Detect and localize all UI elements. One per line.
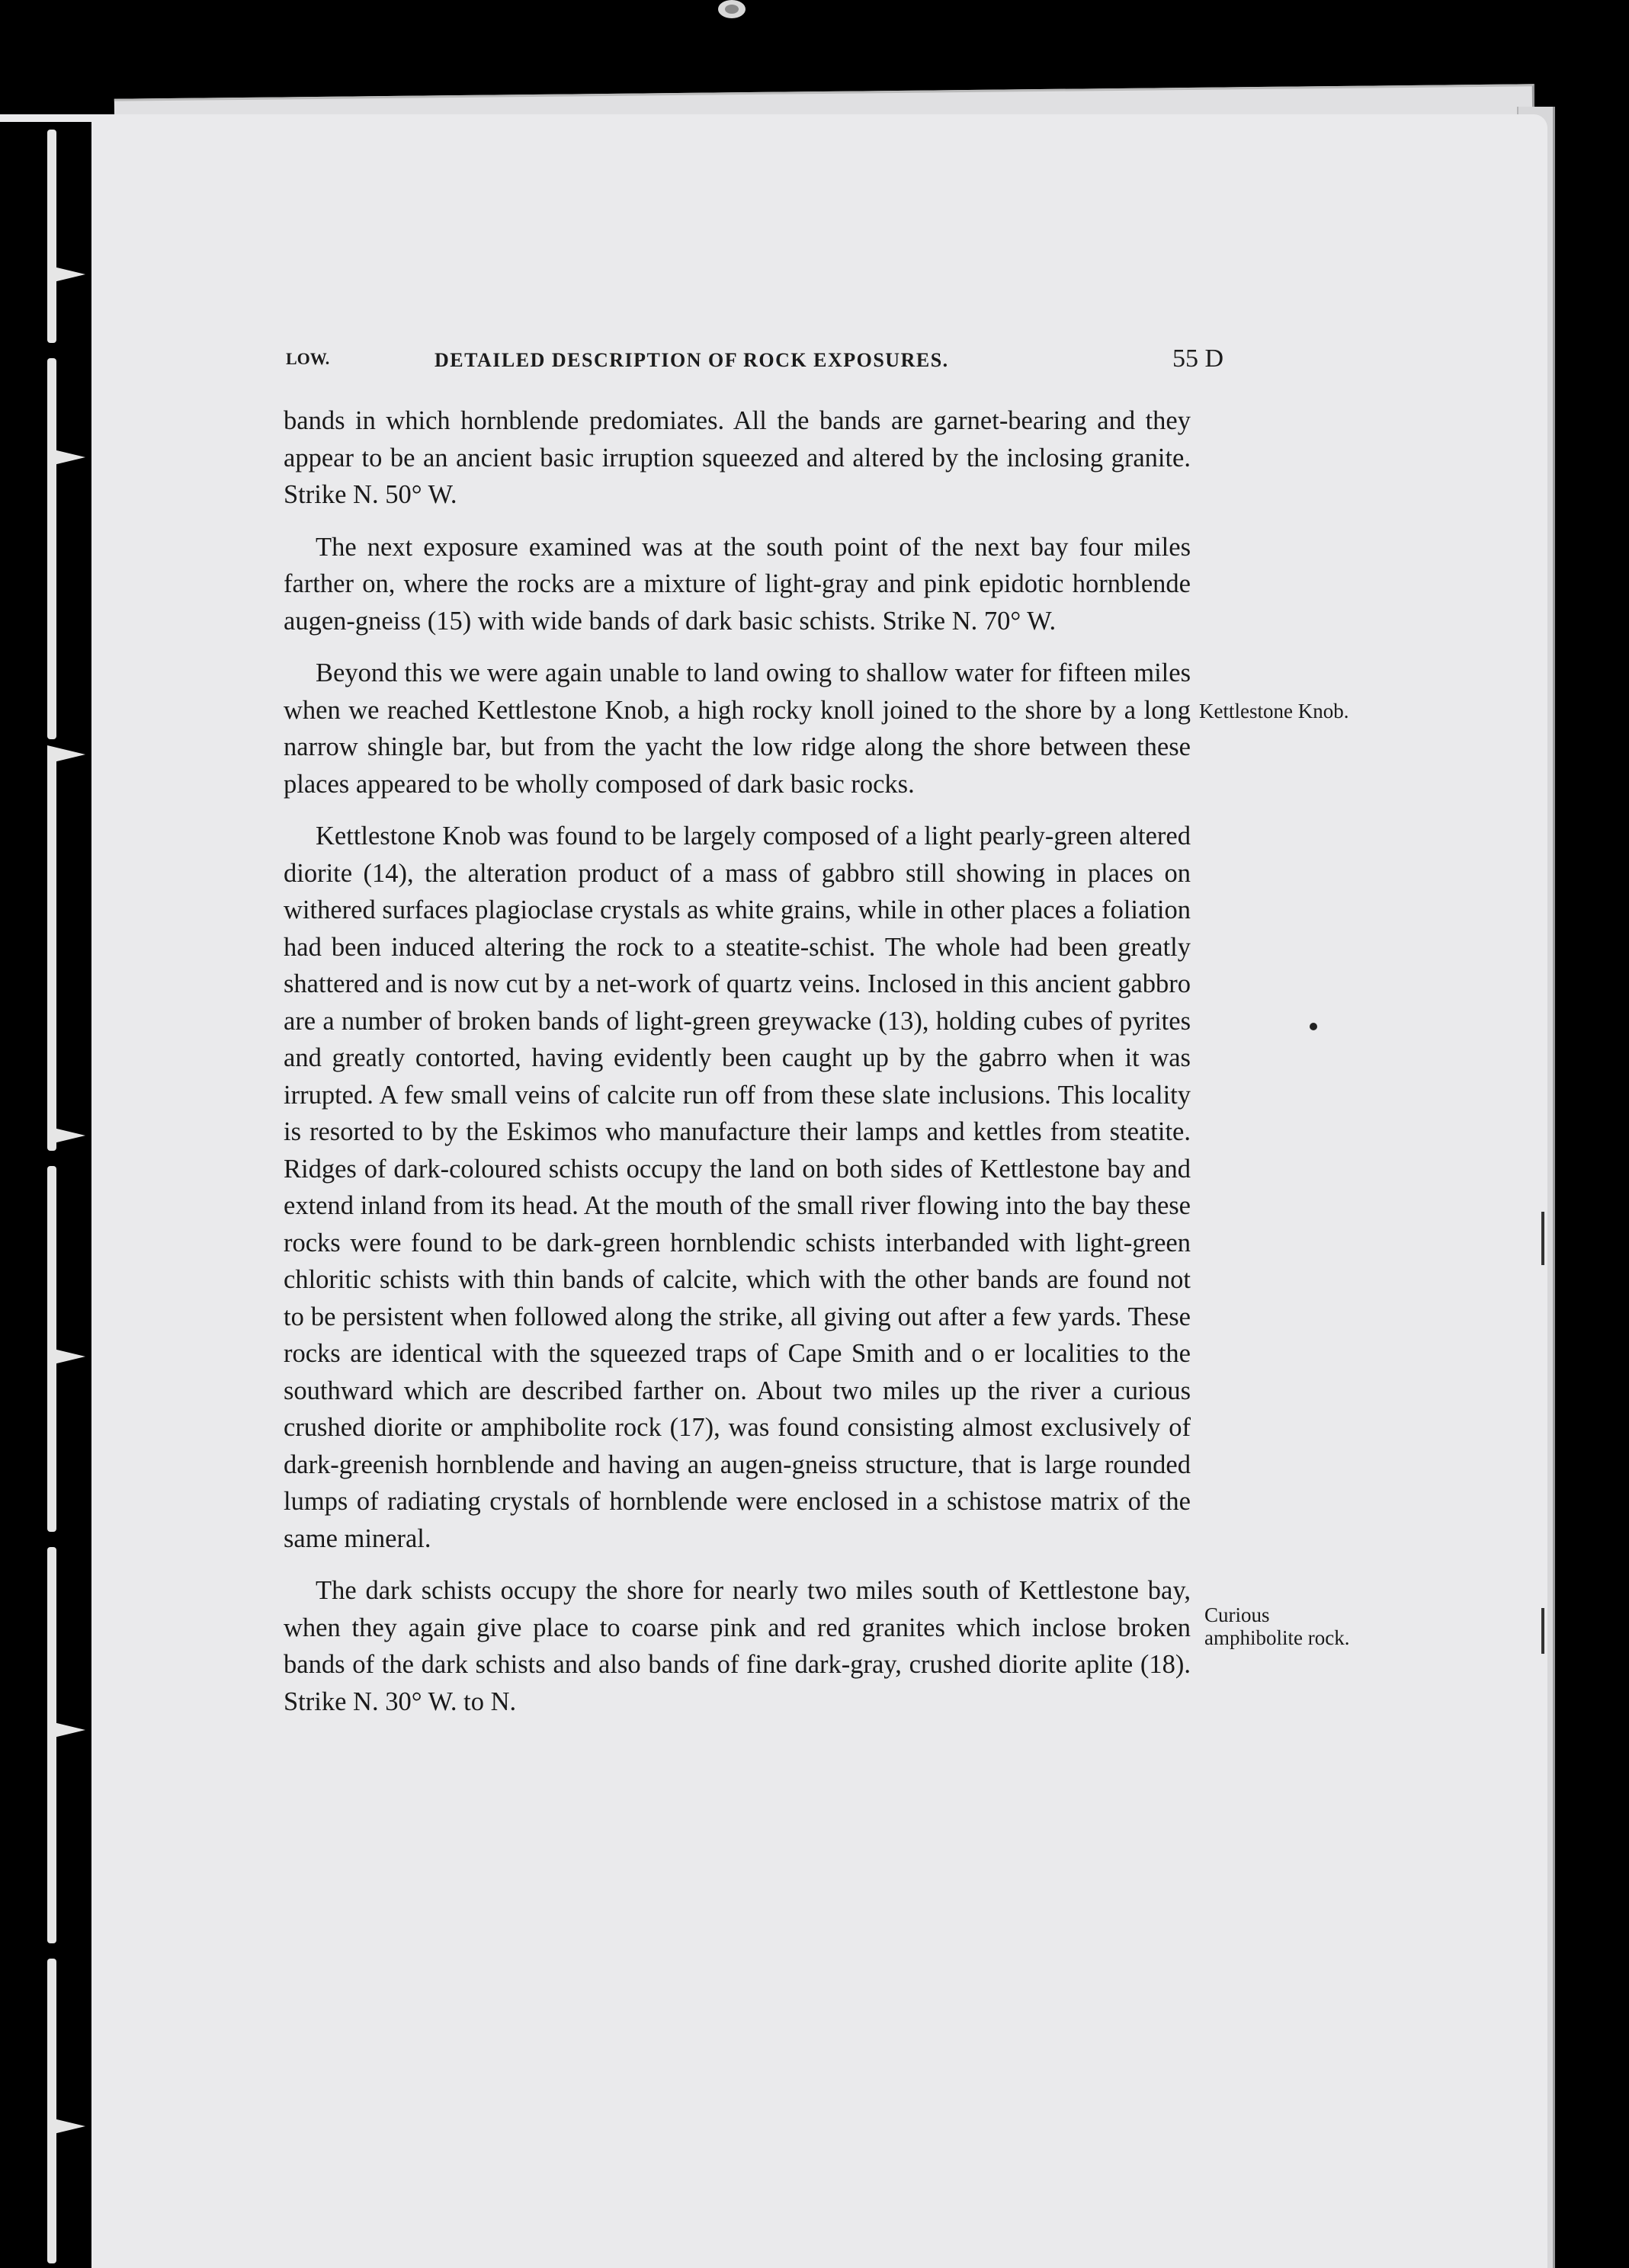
binding-spine	[0, 122, 91, 2268]
stitch-arrow-icon	[47, 745, 93, 764]
running-head-left: LOW.	[286, 349, 330, 368]
running-head-title: DETAILED DESCRIPTION OF ROCK EXPOSURES.	[435, 349, 949, 371]
binding-cord	[47, 358, 56, 739]
margin-note-kettlestone: Kettlestone Knob.	[1199, 700, 1349, 722]
paragraph: The dark schists occupy the shore for nearly two miles south of Kettlestone bay, when they again give place to coarse pink and red granites which inclose broken bands of the dark schists and also bands of fine dark-gray, crushed diorite aplite (18). Strike N. 30° W. to N.	[284, 1576, 1191, 1716]
stitch-arrow-icon	[47, 1347, 93, 1366]
margin-note-curious: Curious amphibolite rock.	[1204, 1603, 1350, 1649]
binding-cord	[47, 754, 56, 1151]
stitch-arrow-icon	[47, 1126, 93, 1145]
stitch-arrow-icon	[47, 448, 93, 466]
paragraph: Beyond this we were again unable to land owing to shallow water for fifteen miles when we reached Kettlestone Knob, a high rocky knoll joined to the shore by a long narrow shingle bar, but from the yacht the low ridge along the shore between these places appeared to be wholly composed of dark basic rocks.	[284, 658, 1191, 799]
body-text	[284, 402, 1191, 1735]
page-edge-mark	[1541, 1212, 1544, 1265]
page-number: 55 D	[1172, 344, 1223, 373]
binding-cord	[47, 1959, 56, 2263]
binding-cord	[47, 1547, 56, 1943]
page-edge-mark	[1541, 1608, 1544, 1654]
paragraph: The next exposure examined was at the south point of the next bay four miles farther on, where the rocks are a mixture of light-gray and pink epidotic hornblende augen-gneiss (15) with wide bands of dark basic schists. Strike N. 70° W.	[284, 532, 1191, 636]
ink-speck	[1310, 1023, 1317, 1030]
running-head	[286, 344, 1223, 383]
stitch-arrow-icon	[47, 2117, 93, 2135]
crop-mark-icon	[709, 0, 755, 23]
stitch-arrow-icon	[47, 1721, 93, 1739]
paragraph: Kettlestone Knob was found to be largely composed of a light pearly-green altered diorite (14), the alteration product of a mass of gabbro still showing in places on withered surfaces plagioclase crystals as white grains, while in other places a foliation had been induced altering the rock to a steatite-schist. The whole had been greatly shattered and is now cut by a net-work of quartz veins. Inclosed in this ancient gabbro are a number of broken bands of light-green greywacke (13), holding cubes of pyrites and greatly contorted, having evidently been caught up by the gabrro when it was irrupted. A few small veins of calcite run off from these slate inclusions. This locality is resorted to by the Eskimos who manufacture their lamps and kettles from steatite. Ridges of dark-coloured schists occupy the land on both sides of Kettlestone bay and extend inland from its head. At the mouth of the small river flowing into the bay these rocks were found to be dark-green hornblendic schists interbanded with light-green chloritic schists with thin bands of calcite, which with the other bands are found not to be persistent when followed along the strike, all giving out after a few yards. These rocks are identical with the squeezed traps of Cape Smith and o er localities to the southward which are described farther on. About two miles up the river a curious crushed diorite or amphibolite rock (17), was found consisting almost exclusively of dark-greenish hornblende and having an augen-gneiss structure, that is large rounded lumps of radiating crystals of hornblende were enclosed in a schistose matrix of the same mineral.	[284, 822, 1191, 1553]
stitch-arrow-icon	[47, 265, 93, 284]
binding-cord	[47, 130, 56, 343]
paragraph: bands in which hornblende predomiates. All the bands are garnet-bearing and they appear to be an ancient basic irruption squeezed and altered by the inclosing granite. Strike N. 50° W.	[284, 406, 1191, 509]
